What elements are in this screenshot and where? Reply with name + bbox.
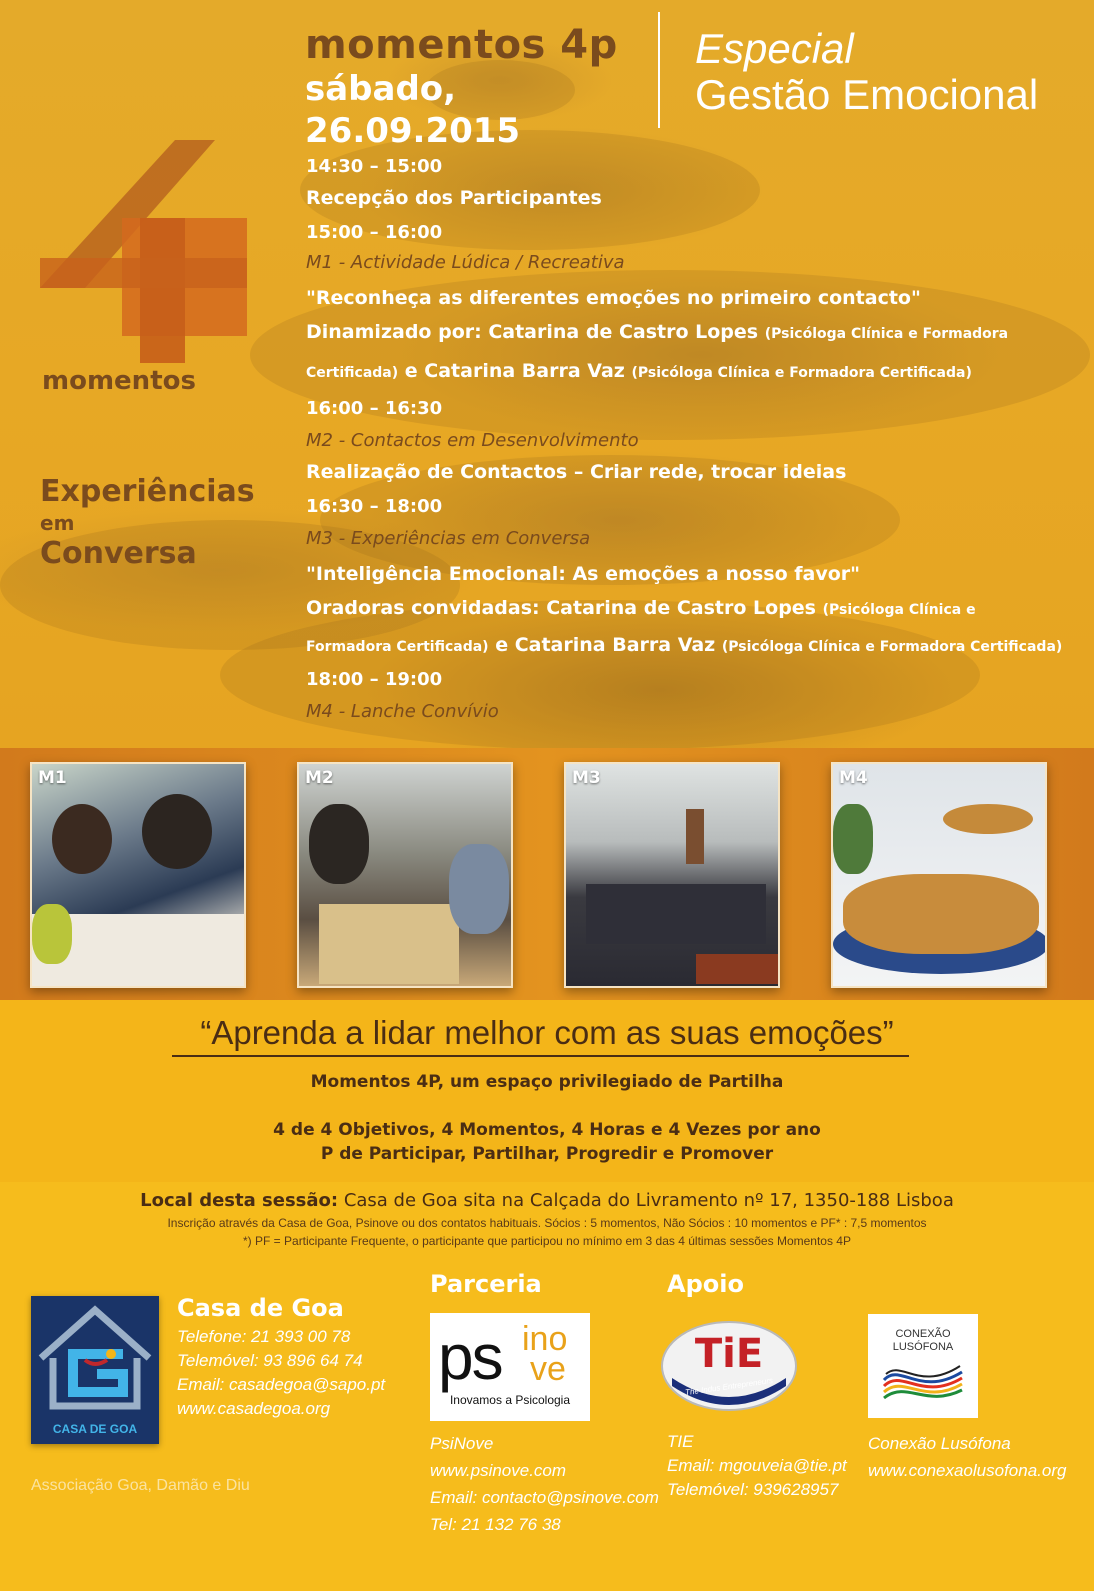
programme-schedule — [306, 152, 1066, 727]
slot-speakers — [306, 353, 1066, 392]
partnership-heading: Parceria — [430, 1270, 542, 1298]
footer — [0, 1182, 1094, 1591]
photo-m1 — [30, 762, 246, 988]
four-logo-icon — [40, 140, 255, 365]
tagline-line: Conversa — [40, 536, 197, 571]
tie-logo-text: TiE — [694, 1331, 764, 1377]
slot-speakers — [306, 629, 1066, 663]
tie-contact — [667, 1430, 847, 1502]
conexao-lusofona-logo — [868, 1314, 978, 1418]
title-divider — [658, 12, 660, 128]
event-special-label: Especial — [695, 25, 854, 72]
association-name: Associação Goa, Damão e Diu — [31, 1477, 250, 1494]
slot-time: 16:00 – 16:30 — [306, 398, 443, 419]
conexao-logo-line1: CONEXÃO — [895, 1328, 951, 1340]
slot-quote: "Inteligência Emocional: As emoções a nosso favor" — [306, 563, 861, 585]
tagline-line: Experiências — [40, 474, 255, 509]
main-quote: “Aprenda a lidar melhor com as suas emoções” — [200, 1014, 894, 1051]
speaker-label: Oradoras convidadas: Catarina de Castro Lopes — [306, 597, 816, 619]
casa-email[interactable]: Email: casadegoa@sapo.pt — [177, 1375, 386, 1394]
psinove-logo-ve: ve — [530, 1350, 566, 1388]
casa-de-goa-name: Casa de Goa — [177, 1294, 344, 1322]
tie-logo — [660, 1320, 798, 1412]
psinove-logo-ino: ino — [522, 1320, 568, 1358]
psinove-logo-sub: Inovamos a Psicologia — [449, 1393, 571, 1407]
psinove-logo-ps: ps — [438, 1321, 502, 1393]
event-title: momentos 4p — [305, 22, 618, 68]
slot-speakers — [306, 314, 1066, 353]
casa-website[interactable]: www.casadegoa.org — [177, 1399, 331, 1418]
slot-module: M1 - Actividade Lúdica / Recreativa — [306, 252, 625, 273]
tagline: Momentos 4P, um espaço privilegiado de Partilha — [310, 1072, 784, 1092]
tie-email[interactable]: Email: mgouveia@tie.pt — [667, 1456, 847, 1475]
event-title-block — [305, 22, 650, 152]
support-heading: Apoio — [667, 1270, 744, 1298]
slot-module: M3 - Experiências em Conversa — [306, 528, 591, 549]
house-g-icon — [31, 1296, 159, 1416]
venue-line — [0, 1190, 1094, 1211]
slot-module: M2 - Contactos em Desenvolvimento — [306, 430, 639, 451]
psinove-website[interactable]: www.psinove.com — [430, 1461, 567, 1480]
tie-mobile: Telemóvel: 939628957 — [667, 1480, 839, 1499]
ribbons-icon — [880, 1358, 966, 1408]
motto-line: P de Participar, Partilhar, Progredir e Promover — [320, 1144, 774, 1164]
speaker-name: e Catarina Barra Vaz — [495, 634, 716, 656]
conexao-logo-line2: LUSÓFONA — [892, 1341, 954, 1353]
experiencias-tagline — [40, 474, 255, 572]
slot-title: Realização de Contactos – Criar rede, trocar ideias — [306, 461, 847, 483]
photo-m2 — [297, 762, 513, 988]
pf-footnote: *) PF = Participante Frequente, o participante que participou no mínimo em 3 das 4 últimas sessões Momentos 4P — [243, 1234, 851, 1248]
event-date: sábado, 26.09.2015 — [305, 69, 521, 151]
psinove-name: PsiNove — [430, 1434, 494, 1453]
speaker-role: (Psicóloga Clínica e — [822, 602, 976, 618]
casa-mobile: Telemóvel: 93 896 64 74 — [177, 1351, 363, 1370]
speaker-role: Certificada) — [306, 365, 399, 381]
casa-phone: Telefone: 21 393 00 78 — [177, 1327, 351, 1346]
psinove-logo — [430, 1313, 590, 1421]
photo-label: M2 — [305, 768, 334, 788]
hero-banner — [0, 0, 1094, 760]
slot-speakers — [306, 590, 1066, 629]
speaker-role: (Psicóloga Clínica e Formadora — [764, 326, 1009, 342]
motto-line: 4 de 4 Objetivos, 4 Momentos, 4 Horas e 4 Vezes por ano — [273, 1120, 821, 1140]
photo-m4 — [831, 762, 1047, 988]
conexao-website[interactable]: www.conexaolusofona.org — [868, 1461, 1067, 1480]
slot-time: 16:30 – 18:00 — [306, 496, 443, 517]
logo-text: momentos — [42, 366, 196, 396]
psinove-contact — [430, 1430, 659, 1538]
venue-address: Casa de Goa sita na Calçada do Livramento nº 17, 1350-188 Lisboa — [338, 1190, 954, 1211]
psinove-email[interactable]: Email: contacto@psinove.com — [430, 1488, 659, 1507]
tie-name: TIE — [667, 1432, 694, 1451]
slot-time: 15:00 – 16:00 — [306, 222, 443, 243]
speaker-role: (Psicóloga Clínica e Formadora Certificada) — [631, 365, 972, 381]
quote-underline — [172, 1055, 909, 1057]
event-theme: Gestão Emocional — [695, 71, 1039, 118]
photo-label: M3 — [572, 768, 601, 788]
slot-module: M4 - Lanche Convívio — [306, 701, 499, 722]
casa-logo-text: CASA DE GOA — [52, 1422, 138, 1436]
photo-label: M1 — [38, 768, 67, 788]
psinove-phone: Tel: 21 132 76 38 — [430, 1515, 561, 1534]
speaker-role: (Psicóloga Clínica e Formadora Certificada) — [721, 639, 1063, 655]
tagline-line: em — [40, 511, 75, 535]
speaker-role: Formadora Certificada) — [306, 639, 489, 655]
tie-logo-sub: The Indus Entrepreneurs — [684, 1375, 774, 1398]
conexao-name: Conexão Lusófona — [868, 1434, 1011, 1453]
slot-time: 18:00 – 19:00 — [306, 669, 443, 690]
slot-title: Recepção dos Participantes — [306, 187, 602, 209]
photo-band — [0, 748, 1094, 1000]
slot-time: 14:30 – 15:00 — [306, 156, 443, 177]
registration-info: Inscrição através da Casa de Goa, Psinove ou dos contatos habituais. Sócios : 5 momentos, Não Sócios : 10 momentos e PF* : 7,5 momentos — [167, 1216, 927, 1230]
casa-de-goa-logo — [31, 1296, 159, 1444]
speaker-label: Dinamizado por: Catarina de Castro Lopes — [306, 321, 759, 343]
speaker-name: e Catarina Barra Vaz — [404, 360, 625, 382]
photo-label: M4 — [839, 768, 868, 788]
conexao-contact — [868, 1430, 1066, 1484]
quote-section — [0, 1000, 1094, 1182]
venue-label: Local desta sessão: — [140, 1190, 339, 1211]
event-theme-block — [695, 26, 1038, 118]
photo-m3 — [564, 762, 780, 988]
slot-quote: "Reconheça as diferentes emoções no primeiro contacto" — [306, 287, 921, 309]
casa-contact — [177, 1325, 385, 1421]
